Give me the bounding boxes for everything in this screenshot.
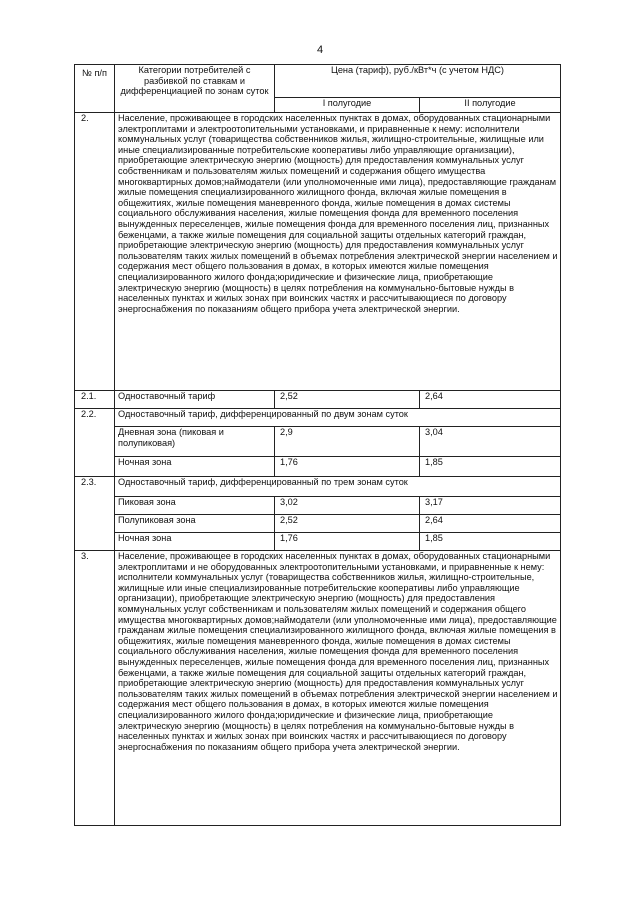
row-number: 2. <box>75 113 115 391</box>
header-half-1: I полугодие <box>275 97 420 112</box>
tariff-value-half-1: 1,76 <box>275 533 420 551</box>
tariff-value-half-1: 2,52 <box>275 391 420 409</box>
zone-label: Ночная зона <box>115 533 275 551</box>
zone-label: Ночная зона <box>115 457 275 477</box>
table-header-row <box>75 65 561 98</box>
category-description: Население, проживающее в городских населенных пунктах в домах, оборудованных стационарными электроплитами и не оборудованных электроотопительными установками, и приравненные к нему: исполнители коммунальных услуг (товарищества собственников жилья, жилищно-строительные, жилищные или иные специализированные потребительские кооперативы либо управляющие организации), приобретающие электрическую энергию (мощность) для предоставления коммунальных услуг собственникам и пользователям жилых помещений и содержания общего имущества многоквартирных домов;наймодатели (или уполномоченные ими лица), предоставляющие гражданам жилые помещения специализированного жилищного фонда, включая жилые помещения в общежитиях, жилые помещения маневренного фонда, жилые помещения в домах системы социального обслуживания населения, жилые помещения фонда для временного поселения вынужденных переселенцев, жилые помещения фонда для временного поселения лиц, признанных беженцами, а также жилые помещения для социальной защиты отдельных категорий граждан, приобретающие электрическую энергию (мощность) для предоставления коммунальных услуг пользователям таких жилых помещений в объемах потребления электрической энергии населением и содержания мест общего пользования в домах, в которых имеются жилые помещения специализированного жилого фонда;юридические и физические лица, приобретающие электрическую энергию (мощность) в целях потребления на коммунально-бытовые нужды в населенных пунктах и жилых зонах при воинских частях и рассчитывающиеся по договору энергоснабжения по показаниям общего прибора учета электрической энергии. <box>115 551 561 826</box>
zone-label: Полупиковая зона <box>115 515 275 533</box>
header-price: Цена (тариф), руб./кВт*ч (с учетом НДС) <box>275 65 561 98</box>
header-number: № п/п <box>75 65 115 113</box>
table-row <box>75 515 561 533</box>
row-number: 3. <box>75 551 115 826</box>
table-row-3 <box>75 551 561 826</box>
tariff-value-half-2: 3,17 <box>420 497 561 515</box>
tariff-value-half-1: 2,52 <box>275 515 420 533</box>
header-half-2: II полугодие <box>420 97 561 112</box>
table-row-2-1 <box>75 391 561 409</box>
row-number: 2.1. <box>75 391 115 409</box>
tariff-label: Одноставочный тариф <box>115 391 275 409</box>
table-row <box>75 427 561 457</box>
table-row-2-3 <box>75 477 561 497</box>
table-row-2 <box>75 113 561 391</box>
tariff-value-half-1: 3,02 <box>275 497 420 515</box>
tariff-value-half-2: 3,04 <box>420 427 561 457</box>
tariff-value-half-1: 1,76 <box>275 457 420 477</box>
tariff-value-half-2: 1,85 <box>420 457 561 477</box>
header-category: Категории потребителей с разбивкой по ставкам и дифференциацией по зонам суток <box>115 65 275 113</box>
tariff-value-half-2: 2,64 <box>420 515 561 533</box>
table-row <box>75 497 561 515</box>
tariff-label: Одноставочный тариф, дифференцированный по трем зонам суток <box>115 477 561 497</box>
row-number: 2.2. <box>75 409 115 477</box>
tariff-table <box>74 64 561 826</box>
table-row <box>75 533 561 551</box>
tariff-value-half-2: 1,85 <box>420 533 561 551</box>
tariff-label: Одноставочный тариф, дифференцированный по двум зонам суток <box>115 409 561 427</box>
category-description: Население, проживающее в городских населенных пунктах в домах, оборудованных стационарными электроплитами и электроотопительными установками, и приравненные к нему: исполнители коммунальных услуг (товарищества собственников жилья, жилищно-строительные, жилищные или иные специализированные потребительские кооперативы либо управляющие организации), приобретающие электрическую энергию (мощность) для предоставления коммунальных услуг собственникам и пользователям жилых помещений и содержания общего имущества многоквартирных домов;наймодатели (или уполномоченные ими лица), предоставляющие гражданам жилые помещения специализированного жилищного фонда, включая жилые помещения в общежитиях, жилые помещения маневренного фонда, жилые помещения в домах системы социального обслуживания населения, жилые помещения фонда для временного поселения вынужденных переселенцев, жилые помещения фонда для временного поселения лиц, признанных беженцами, а также жилые помещения для социальной защиты отдельных категорий граждан, приобретающие электрическую энергию (мощность) для предоставления коммунальных услуг пользователям таких жилых помещений в объемах потребления электрической энергии населением и содержания мест общего пользования в домах, в которых имеются жилые помещения специализированного жилого фонда;юридические и физические лица, приобретающие электрическую энергию (мощность) в целях потребления на коммунально-бытовые нужды в населенных пунктах и жилых зонах при воинских частях и рассчитывающиеся по договору энергоснабжения по показаниям общего прибора учета электрической энергии. <box>115 113 561 391</box>
row-number: 2.3. <box>75 477 115 551</box>
tariff-value-half-2: 2,64 <box>420 391 561 409</box>
tariff-value-half-1: 2,9 <box>275 427 420 457</box>
table-row <box>75 457 561 477</box>
table-row-2-2 <box>75 409 561 427</box>
zone-label: Пиковая зона <box>115 497 275 515</box>
page-number: 4 <box>316 44 324 56</box>
zone-label: Дневная зона (пиковая и полупиковая) <box>115 427 275 457</box>
